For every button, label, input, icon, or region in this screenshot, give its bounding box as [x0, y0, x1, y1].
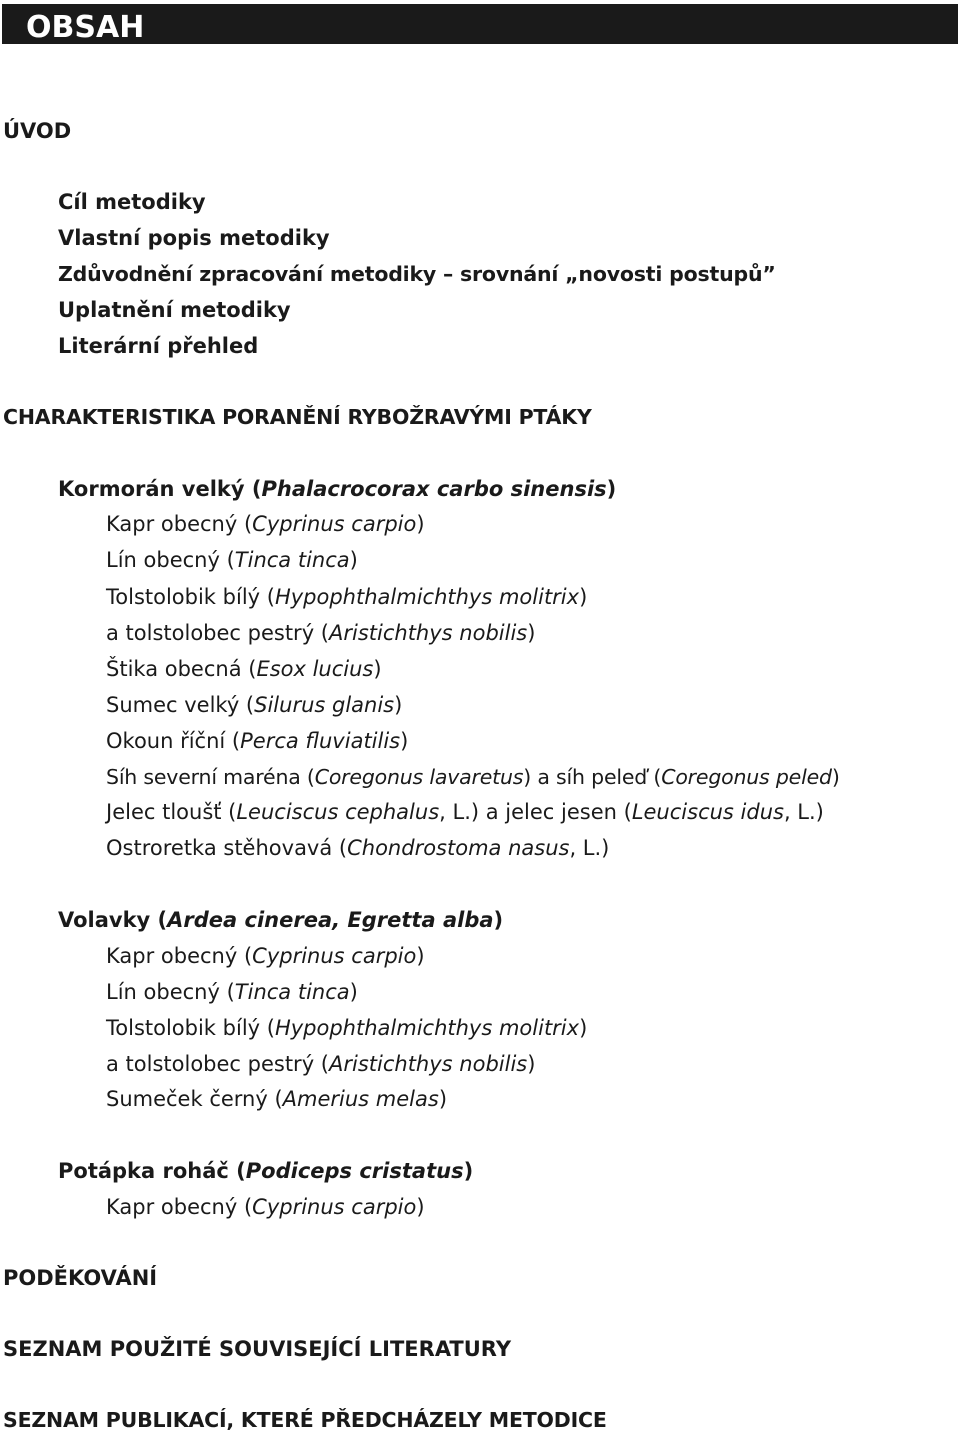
- toc-item-kapr[interactable]: Kapr obecný (Cyprinus carpio): [106, 1195, 425, 1219]
- page-title: OBSAH: [26, 10, 145, 45]
- toc-item-sumecek[interactable]: Sumeček černý (Amerius melas): [106, 1087, 448, 1111]
- toc-item-tolstolobik[interactable]: Tolstolobik bílý (Hypophthalmichthys molitrix): [106, 585, 588, 609]
- toc-section-charakteristika[interactable]: CHARAKTERISTIKA PORANĚNÍ RYBOŽRAVÝMI PTÁKY: [3, 405, 592, 429]
- toc-item-jelec[interactable]: Jelec tloušť (Leuciscus cephalus, L.) a jelec jesen (Leuciscus idus, L.): [106, 800, 824, 824]
- toc-item-kapr[interactable]: Kapr obecný (Cyprinus carpio): [106, 512, 425, 536]
- toc-entry-popis[interactable]: Vlastní popis metodiky: [58, 226, 330, 250]
- toc-item-tolstolobik[interactable]: Tolstolobik bílý (Hypophthalmichthys molitrix): [106, 1016, 588, 1040]
- toc-entry-kormoran[interactable]: Kormorán velký (Phalacrocorax carbo sinensis): [58, 477, 617, 501]
- toc-entry-volavky[interactable]: Volavky (Ardea cinerea, Egretta alba): [58, 908, 504, 932]
- toc-entry-literarni-prehled[interactable]: Literární přehled: [58, 334, 259, 358]
- toc-item-tolstolobec[interactable]: a tolstolobec pestrý (Aristichthys nobilis): [106, 1052, 536, 1076]
- toc-entry-cil[interactable]: Cíl metodiky: [58, 190, 206, 214]
- toc-section-publikace[interactable]: SEZNAM PUBLIKACÍ, KTERÉ PŘEDCHÁZELY METODICE: [3, 1408, 607, 1432]
- toc-item-ostroretka[interactable]: Ostroretka stěhovavá (Chondrostoma nasus, L.): [106, 836, 610, 860]
- toc-item-lin[interactable]: Lín obecný (Tinca tinca): [106, 548, 358, 572]
- header-bar: [2, 4, 958, 44]
- toc-section-literatura[interactable]: SEZNAM POUŽITÉ SOUVISEJÍCÍ LITERATURY: [3, 1337, 512, 1361]
- toc-item-stika[interactable]: Štika obecná (Esox lucius): [106, 657, 382, 681]
- toc-item-sih[interactable]: Síh severní maréna (Coregonus lavaretus) a síh peleď (Coregonus peled): [106, 765, 840, 789]
- toc-section-uvod[interactable]: ÚVOD: [3, 119, 72, 143]
- toc-entry-zduvodneni[interactable]: Zdůvodnění zpracování metodiky – srovnání „novosti postupů”: [58, 262, 776, 286]
- toc-item-kapr[interactable]: Kapr obecný (Cyprinus carpio): [106, 944, 425, 968]
- toc-item-tolstolobec[interactable]: a tolstolobec pestrý (Aristichthys nobilis): [106, 621, 536, 645]
- toc-item-lin[interactable]: Lín obecný (Tinca tinca): [106, 980, 358, 1004]
- toc-section-podekovani[interactable]: PODĚKOVÁNÍ: [3, 1266, 158, 1290]
- toc-item-okoun[interactable]: Okoun říční (Perca fluviatilis): [106, 729, 409, 753]
- toc-item-sumec[interactable]: Sumec velký (Silurus glanis): [106, 693, 403, 717]
- toc-entry-potapka[interactable]: Potápka roháč (Podiceps cristatus): [58, 1159, 474, 1183]
- toc-entry-uplatneni[interactable]: Uplatnění metodiky: [58, 298, 291, 322]
